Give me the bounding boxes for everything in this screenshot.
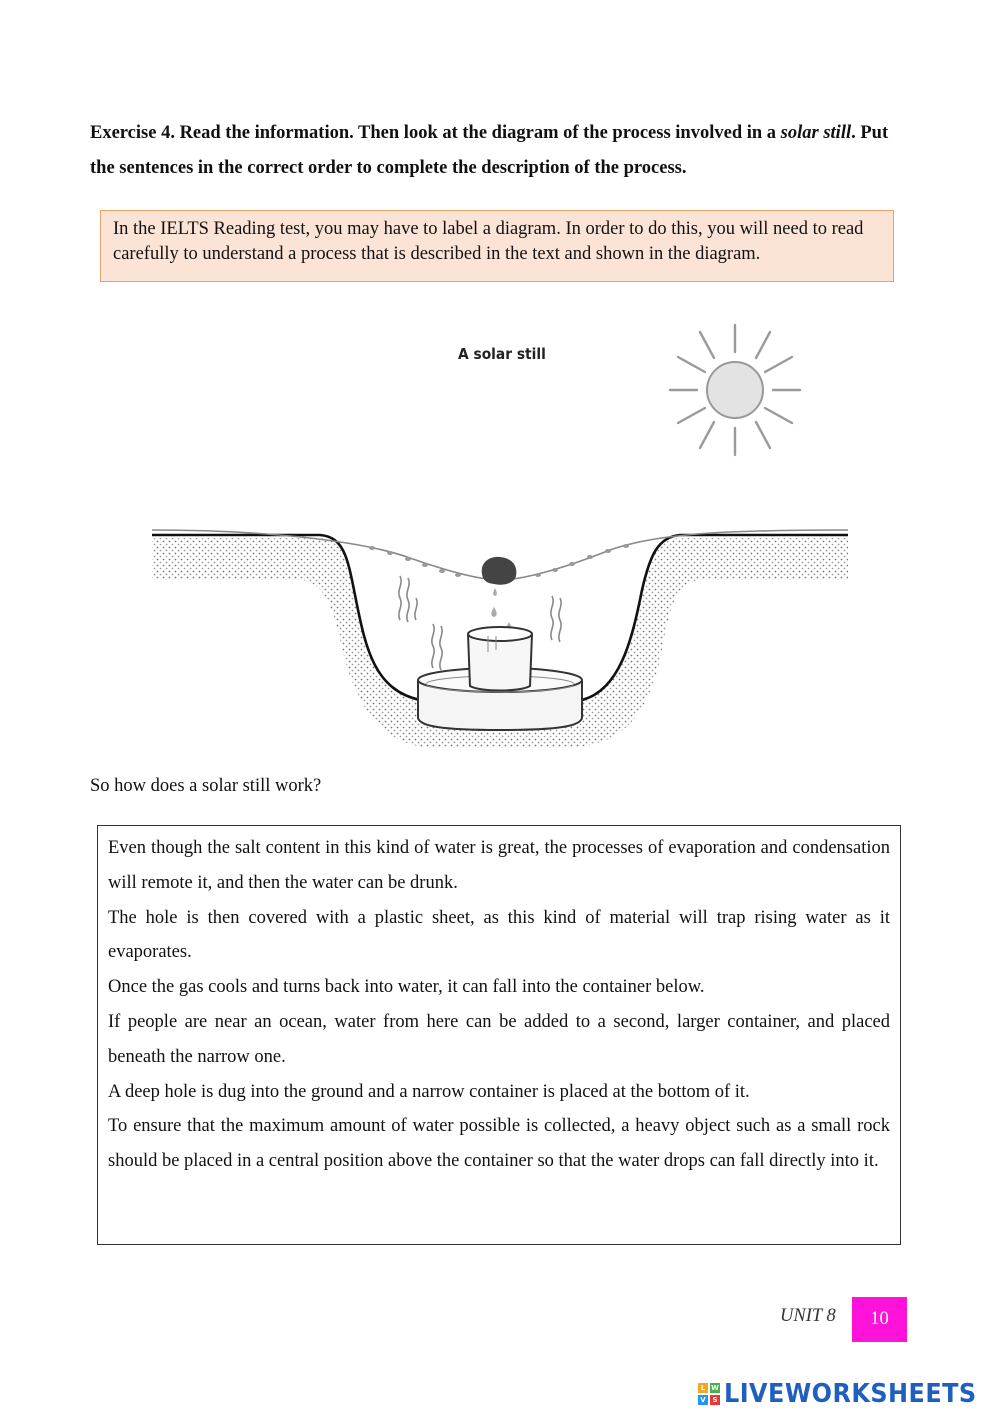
sentence-item[interactable]: A deep hole is dug into the ground and a narrow container is placed at the bottom of it. [108, 1081, 750, 1102]
page-number: 10 [870, 1309, 889, 1329]
sun-icon [670, 325, 800, 455]
page-number-badge [852, 1297, 907, 1342]
narrow-container [468, 627, 532, 691]
diagram-title: A solar still [458, 345, 546, 363]
unit-label: UNIT 8 [780, 1306, 836, 1326]
question-text: So how does a solar still work? [90, 776, 322, 796]
rock-icon [482, 557, 517, 585]
sentence-item[interactable]: Once the gas cools and turns back into water, it can fall into the container below. [108, 977, 705, 998]
logo-mark-cell: L [698, 1383, 708, 1393]
exercise-instructions [90, 116, 900, 186]
sentence-item[interactable]: To ensure that the maximum amount of water possible is collected, a heavy object such as a small rock should be placed in a central position above the container so that the water drops can fall directly into it. [108, 1116, 890, 1172]
exercise-instructions-italic: solar still [780, 123, 852, 143]
sentences-box [97, 825, 901, 1245]
logo-mark-cell: W [711, 1384, 719, 1392]
falling-drops [491, 588, 511, 632]
logo-mark-cell: V [698, 1395, 708, 1405]
logo-text: LIVEWORKSHEETS [724, 1379, 977, 1409]
exercise-instructions-part2: . Put the sentences in the correct order to complete the description of the process. [90, 123, 889, 178]
logo-mark-icon [698, 1383, 720, 1405]
info-box [100, 210, 894, 282]
sentence-item[interactable]: The hole is then covered with a plastic sheet, as this kind of material will trap rising water as it evaporates. [108, 907, 890, 963]
sentence-item[interactable]: Even though the salt content in this kind of water is great, the processes of evaporation and condensation will remote it, and then the water can be drunk. [108, 838, 890, 893]
info-box-text: In the IELTS Reading test, you may have to label a diagram. In order to do this, you will need to read carefully to understand a process that is described in the text and shown in the diagram. [113, 219, 864, 264]
liveworksheets-logo[interactable] [698, 1376, 999, 1412]
solar-still-diagram [0, 310, 1000, 760]
logo-mark-cell: S [710, 1395, 720, 1405]
exercise-instructions-part1: Exercise 4. Read the information. Then look at the diagram of the process involved in a [90, 123, 781, 143]
sentence-item[interactable]: If people are near an ocean, water from here can be added to a second, larger container, and placed beneath the narrow one. [108, 1011, 890, 1067]
